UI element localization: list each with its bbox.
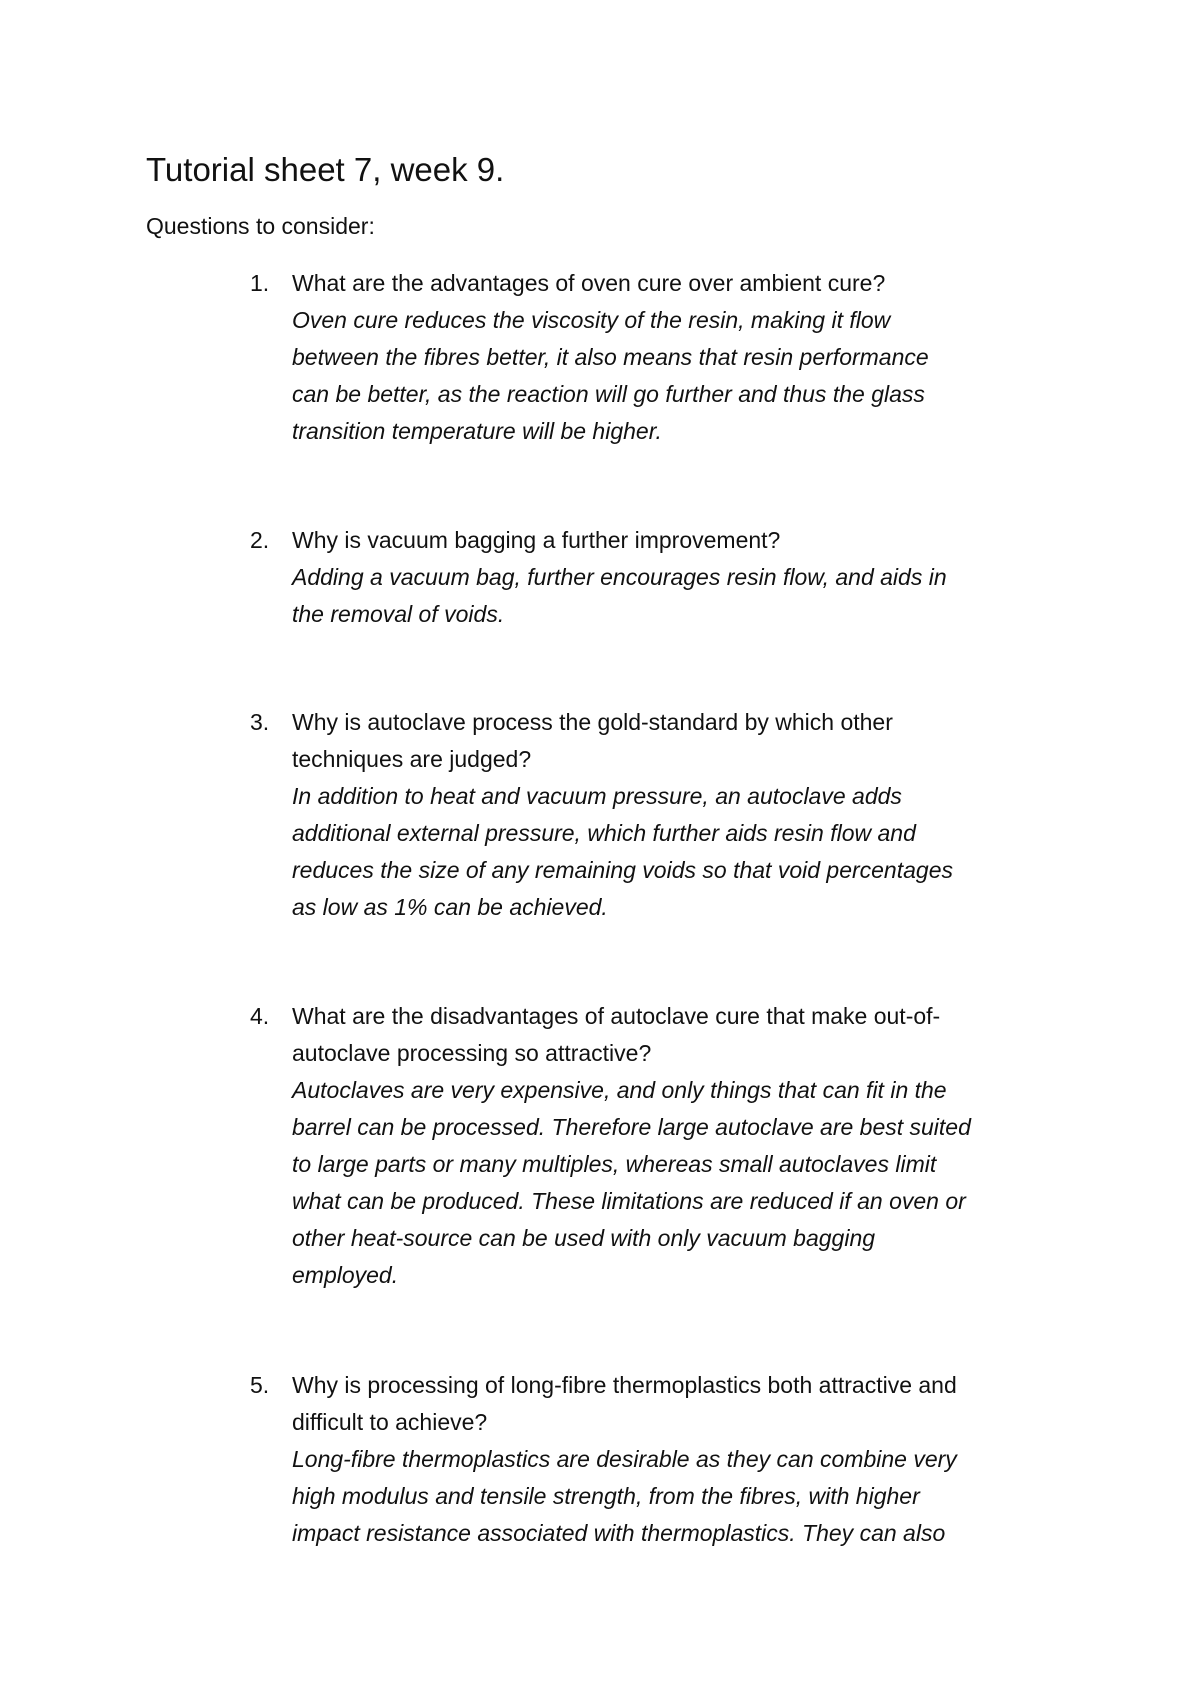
answer-line: additional external pressure, which further aids resin flow and	[292, 820, 916, 846]
answer-line: high modulus and tensile strength, from the fibres, with higher	[292, 1483, 920, 1509]
answer-text	[292, 1072, 1082, 1294]
page-title: Tutorial sheet 7, week 9.	[146, 151, 505, 188]
intro-text: Questions to consider:	[146, 213, 375, 239]
answer-line: employed.	[292, 1262, 399, 1288]
question-line: What are the advantages of oven cure over ambient cure?	[292, 270, 886, 296]
answer-line: reduces the size of any remaining voids so that void percentages	[292, 857, 953, 883]
answer-line: barrel can be processed. Therefore large autoclave are best suited	[292, 1114, 971, 1140]
question-line: difficult to achieve?	[292, 1409, 488, 1435]
item-number: 5.	[250, 1372, 270, 1398]
answer-line: impact resistance associated with thermoplastics. They can also	[292, 1520, 946, 1546]
answer-line: Adding a vacuum bag, further encourages resin flow, and aids in	[292, 564, 947, 590]
item-number: 1.	[250, 270, 270, 296]
answer-line: to large parts or many multiples, whereas small autoclaves limit	[292, 1151, 937, 1177]
answer-line: as low as 1% can be achieved.	[292, 894, 608, 920]
question-line: Why is vacuum bagging a further improvement?	[292, 527, 781, 553]
answer-line: Oven cure reduces the viscosity of the resin, making it flow	[292, 307, 891, 333]
answer-line: Autoclaves are very expensive, and only things that can fit in the	[292, 1077, 947, 1103]
question-line: techniques are judged?	[292, 746, 532, 772]
item-number: 2.	[250, 527, 270, 553]
answer-text	[292, 778, 1082, 926]
answer-text	[292, 559, 1082, 633]
answer-line: the removal of voids.	[292, 601, 505, 627]
question-text	[292, 265, 1082, 302]
answer-text	[292, 1441, 1082, 1552]
answer-line: can be better, as the reaction will go further and thus the glass	[292, 381, 925, 407]
answer-text	[292, 302, 1082, 450]
question-line: autoclave processing so attractive?	[292, 1040, 652, 1066]
question-line: Why is processing of long-fibre thermoplastics both attractive and	[292, 1372, 957, 1398]
question-text	[292, 522, 1082, 559]
answer-line: other heat-source can be used with only vacuum bagging	[292, 1225, 876, 1251]
answer-line: Long-fibre thermoplastics are desirable as they can combine very	[292, 1446, 957, 1472]
question-text	[292, 998, 1082, 1072]
question-line: What are the disadvantages of autoclave cure that make out-of-	[292, 1003, 941, 1029]
answer-line: In addition to heat and vacuum pressure, an autoclave adds	[292, 783, 902, 809]
answer-line: between the fibres better, it also means that resin performance	[292, 344, 929, 370]
answer-line: transition temperature will be higher.	[292, 418, 662, 444]
answer-line: what can be produced. These limitations are reduced if an oven or	[292, 1188, 966, 1214]
question-line: Why is autoclave process the gold-standard by which other	[292, 709, 893, 735]
item-number: 3.	[250, 709, 270, 735]
question-text	[292, 704, 1082, 778]
question-text	[292, 1367, 1082, 1441]
item-number: 4.	[250, 1003, 270, 1029]
